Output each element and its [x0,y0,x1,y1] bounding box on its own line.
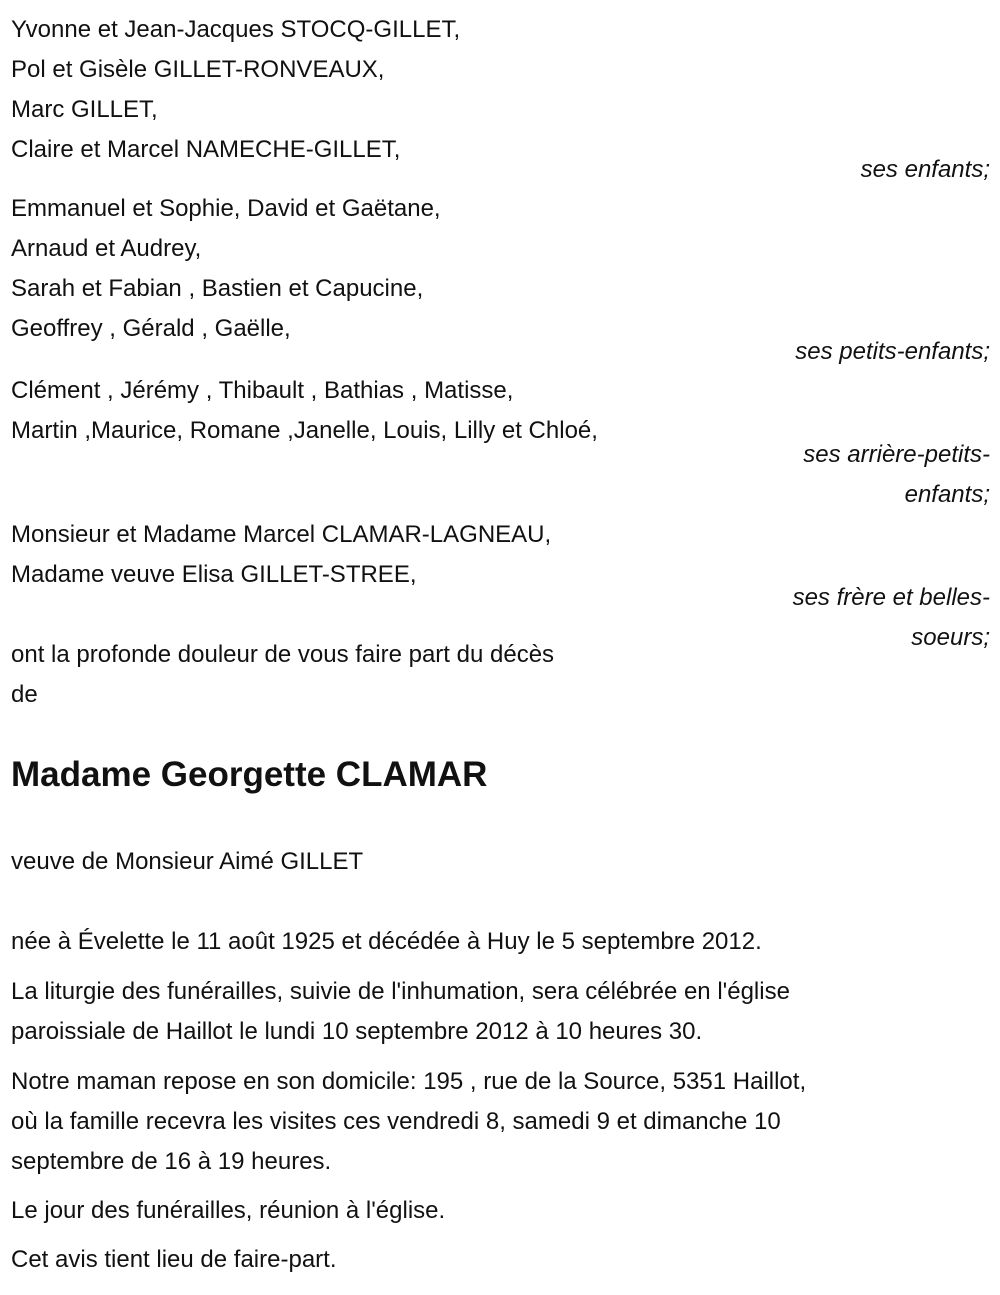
family-line: Sarah et Fabian , Bastien et Capucine, [11,275,424,302]
paragraph-line: Notre maman repose en son domicile: 195 , rue de la Source, 5351 Haillot, [11,1068,807,1095]
paragraph-line: La liturgie des funérailles, suivie de l'inhumation, sera célébrée en l'église [11,978,790,1005]
family-line: Martin ,Maurice, Romane ,Janelle, Louis, Lilly et Chloé, [11,417,598,444]
deceased-name: Madame Georgette CLAMAR [11,755,488,794]
siblings-label [793,578,990,658]
family-line: Marc GILLET, [11,96,158,123]
label-line: soeurs; [911,624,990,651]
widow-of: veuve de Monsieur Aimé GILLET [11,848,364,875]
family-line: Madame veuve Elisa GILLET-STREE, [11,561,417,588]
meeting-info: Le jour des funérailles, réunion à l'église. [11,1197,446,1224]
family-line: Yvonne et Jean-Jacques STOCQ-GILLET, [11,16,461,43]
liturgy-paragraph [11,972,790,1052]
announcement [11,635,554,715]
siblings-list [11,515,551,595]
label-line: ses arrière-petits- [803,441,990,468]
paragraph-line: septembre de 16 à 19 heures. [11,1148,332,1175]
label-line: enfants; [904,481,990,508]
family-line: Geoffrey , Gérald , Gaëlle, [11,315,291,342]
visits-paragraph [11,1062,806,1182]
children-label: ses enfants; [860,156,990,183]
announcement-line: ont la profonde douleur de vous faire part du décès [11,641,555,668]
paragraph-line: où la famille recevra les visites ces vendredi 8, samedi 9 et dimanche 10 [11,1108,781,1135]
family-line: Claire et Marcel NAMECHE-GILLET, [11,136,401,163]
announcement-line: de [11,681,38,708]
birth-death: née à Évelette le 11 août 1925 et décédée à Huy le 5 septembre 2012. [11,928,762,955]
family-line: Emmanuel et Sophie, David et Gaëtane, [11,195,441,222]
notice: Cet avis tient lieu de faire-part. [11,1246,337,1273]
family-line: Pol et Gisèle GILLET-RONVEAUX, [11,56,385,83]
family-line: Clément , Jérémy , Thibault , Bathias , Matisse, [11,377,514,404]
grandchildren-list [11,189,441,349]
family-line: Monsieur et Madame Marcel CLAMAR-LAGNEAU, [11,521,552,548]
children-list [11,10,460,170]
grandchildren-label: ses petits-enfants; [795,338,990,365]
paragraph-line: paroissiale de Haillot le lundi 10 septembre 2012 à 10 heures 30. [11,1018,703,1045]
great-grandchildren-list [11,371,598,451]
label-line: ses frère et belles- [792,584,990,611]
family-line: Arnaud et Audrey, [11,235,202,262]
great-grandchildren-label [803,435,990,515]
